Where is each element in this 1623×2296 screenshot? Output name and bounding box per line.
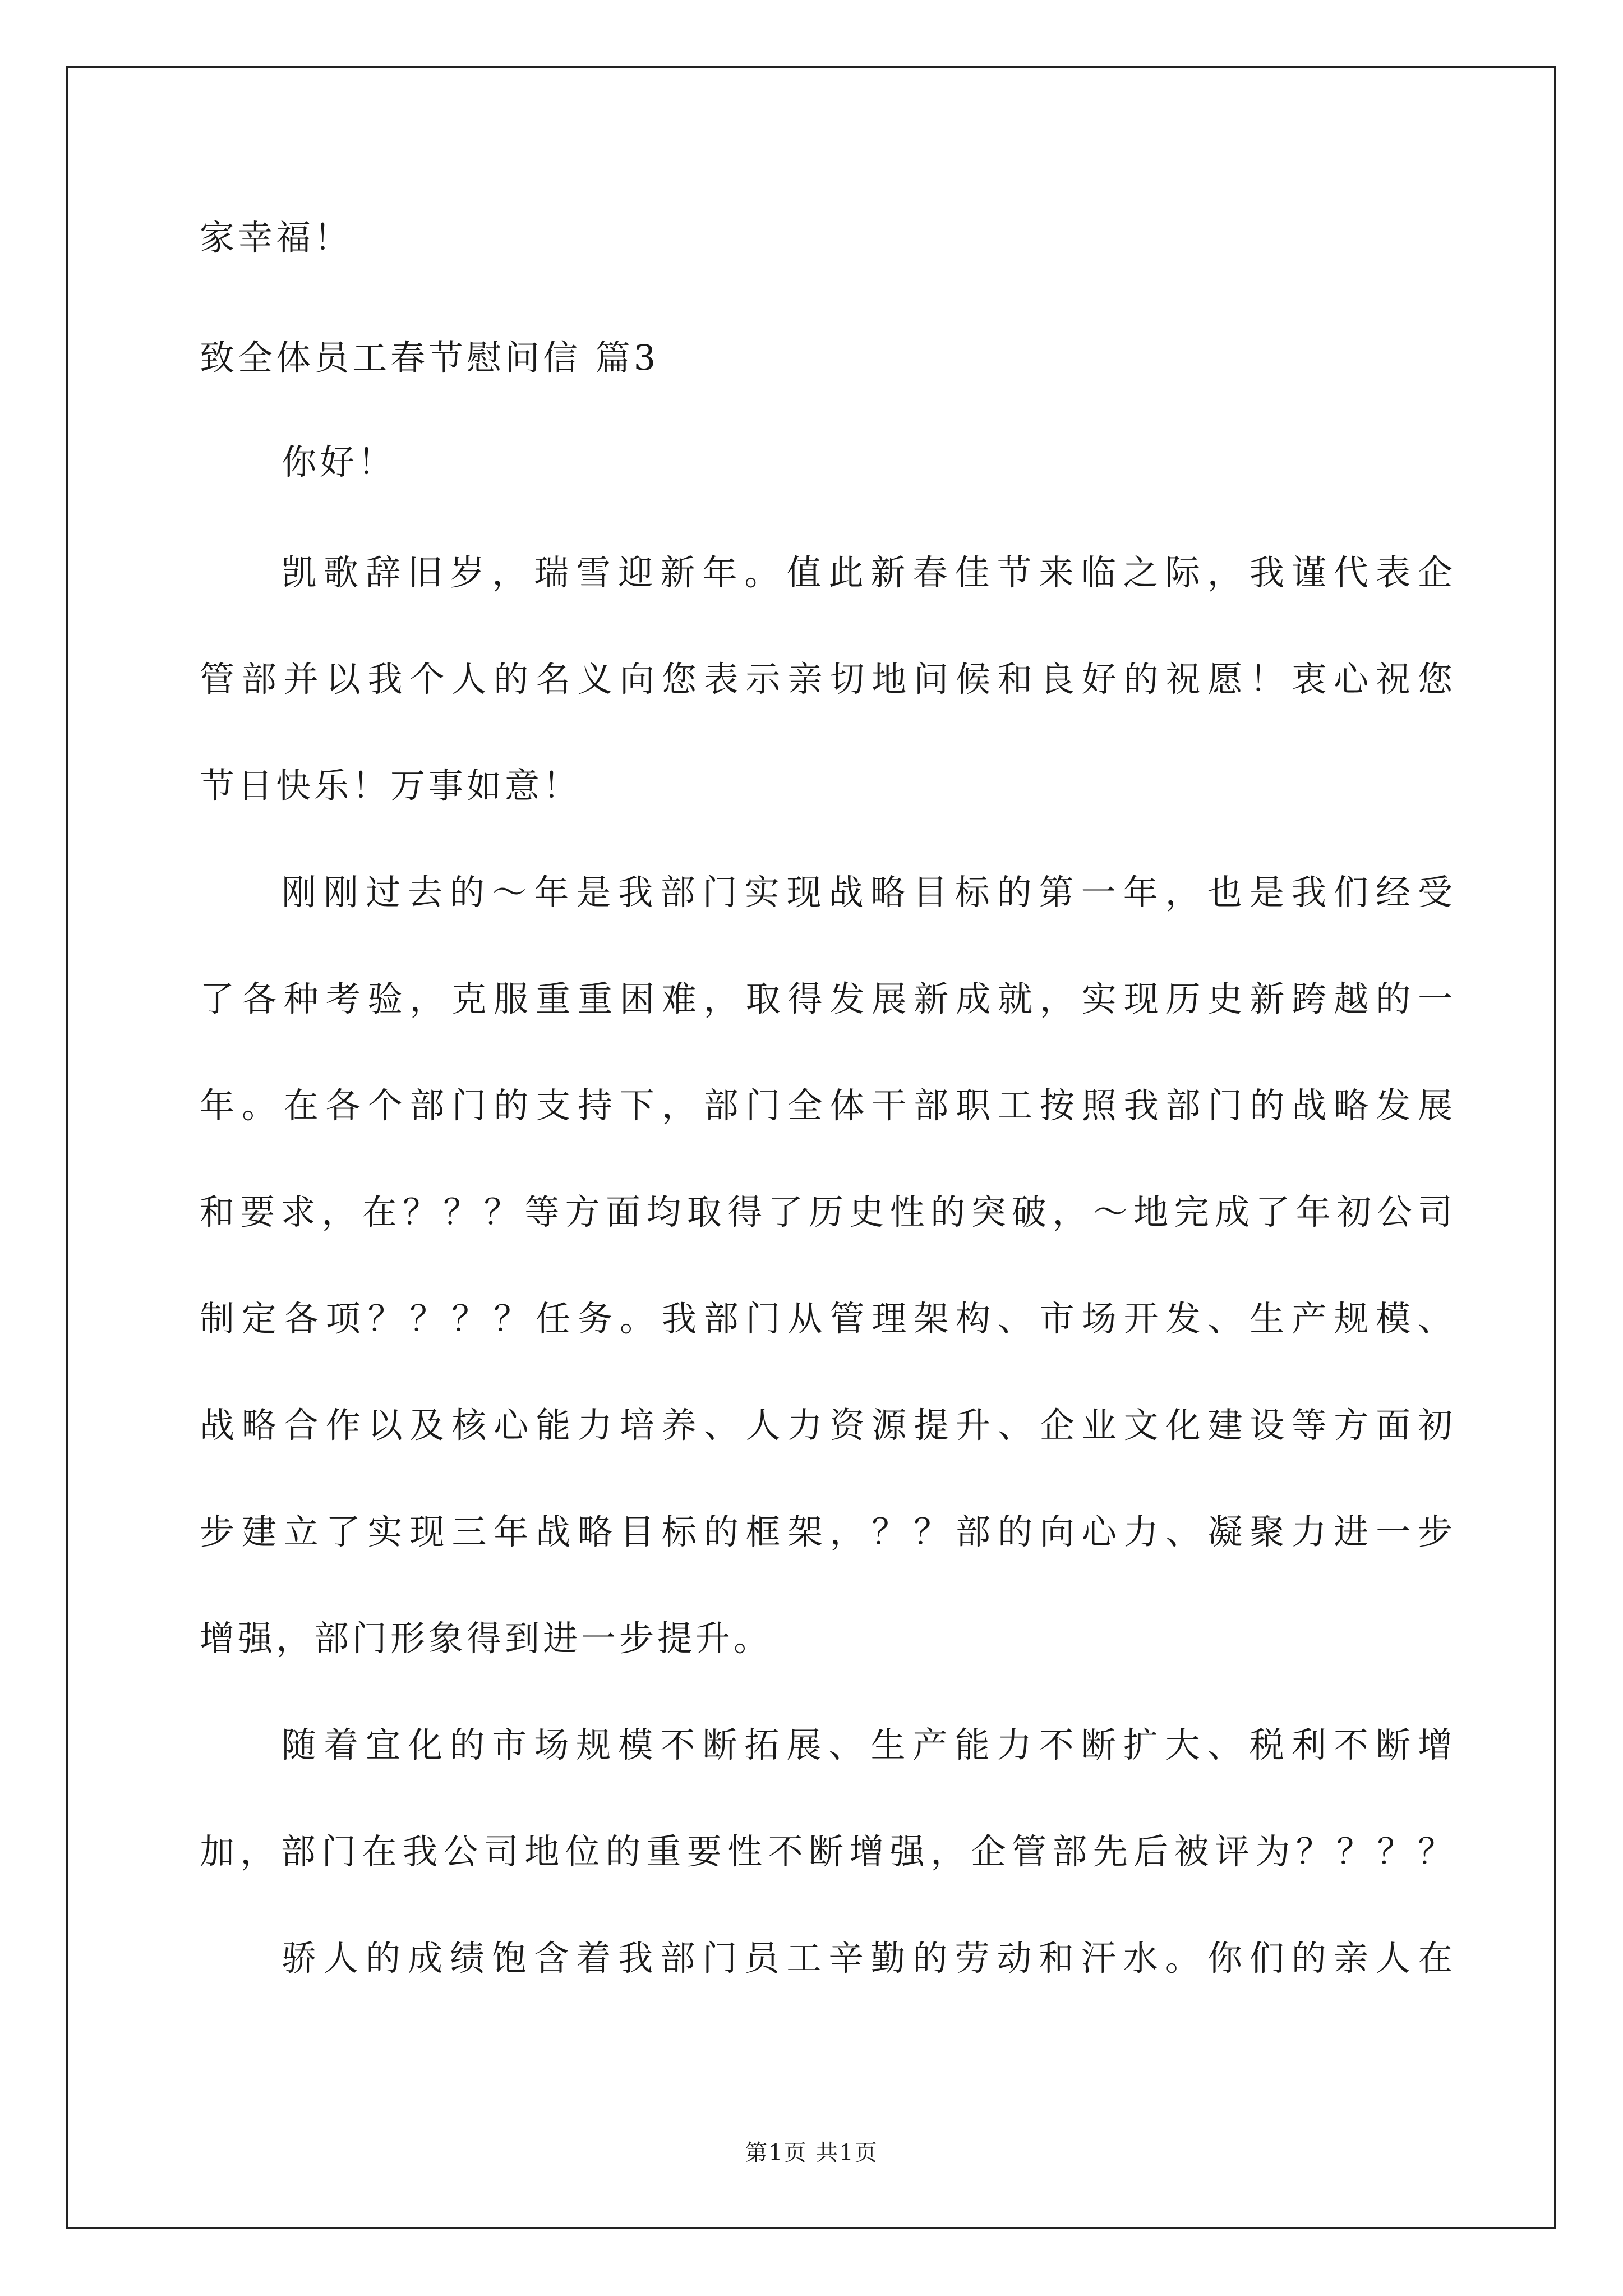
text-line: 骄人的成绩饱含着我部门员工辛勤的劳动和汗水。你们的亲人在 bbox=[282, 1938, 1456, 1978]
text-line: 家幸福！ bbox=[200, 217, 353, 258]
text-line: 年。在各个部门的支持下，部门全体干部职工按照我部门的战略发展 bbox=[200, 1085, 1456, 1126]
text-line: 管部并以我个人的名义向您表示亲切地问候和良好的祝愿！衷心祝您 bbox=[200, 659, 1456, 700]
text-line: 和要求，在？？？等方面均取得了历史性的突破，～地完成了年初公司 bbox=[200, 1191, 1456, 1232]
text-line: 加，部门在我公司地位的重要性不断增强，企管部先后被评为？？？？ bbox=[200, 1831, 1456, 1872]
text-line: 刚刚过去的～年是我部门实现战略目标的第一年，也是我们经受 bbox=[282, 872, 1456, 913]
text-line: 了各种考验，克服重重困难，取得发展新成就，实现历史新跨越的一 bbox=[200, 978, 1456, 1019]
page-border bbox=[66, 66, 1556, 2229]
text-line: 战略合作以及核心能力培养、人力资源提升、企业文化建设等方面初 bbox=[200, 1405, 1456, 1446]
greeting: 你好！ bbox=[282, 441, 396, 482]
text-line: 步建立了实现三年战略目标的框架，？？部的向心力、凝聚力进一步 bbox=[200, 1511, 1456, 1552]
text-line: 增强，部门形象得到进一步提升。 bbox=[200, 1618, 772, 1659]
text-line: 随着宜化的市场规模不断拓展、生产能力不断扩大、税利不断增 bbox=[282, 1724, 1456, 1765]
text-line: 制定各项？？？？任务。我部门从管理架构、市场开发、生产规模、 bbox=[200, 1298, 1456, 1339]
text-line: 节日快乐！万事如意！ bbox=[200, 765, 582, 806]
page-footer: 第1页 共1页 bbox=[745, 2140, 878, 2166]
text-line: 凯歌辞旧岁，瑞雪迎新年。值此新春佳节来临之际，我谨代表企 bbox=[282, 552, 1456, 593]
section-heading: 致全体员工春节慰问信 篇3 bbox=[200, 337, 660, 378]
